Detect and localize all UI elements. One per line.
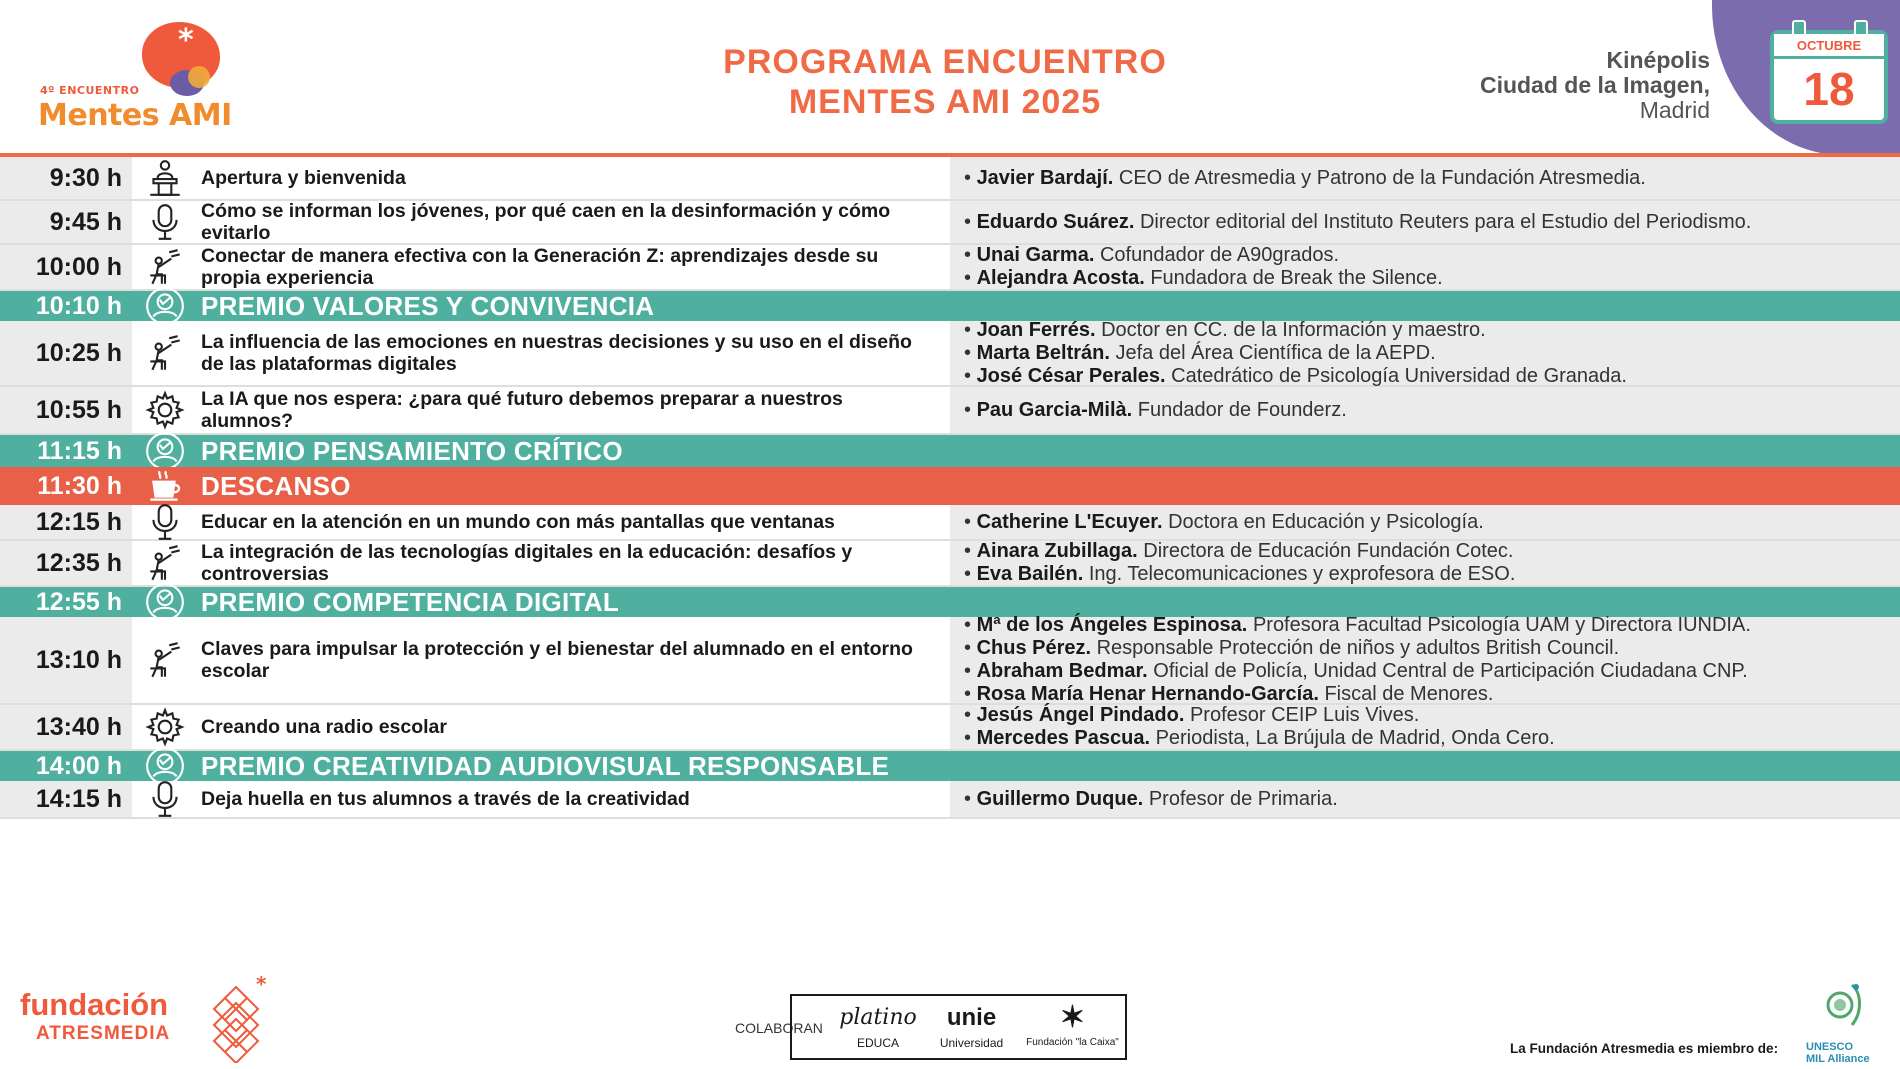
speaker (964, 637, 1900, 660)
speaker-role: CEO de Atresmedia y Patrono de la Fundación Atresmedia. (1118, 166, 1646, 189)
collaborators (735, 994, 1135, 1062)
session-topic: Claves para impulsar la protección y el bienestar del alumnado en el entorno escolar (198, 617, 950, 703)
speaker-name: Unai Garma. (976, 244, 1095, 266)
speaker-role: Fundadora de Break the Silence. (1150, 267, 1443, 289)
speaker-name: Joan Ferrés. (976, 318, 1096, 341)
session-row (0, 318, 1900, 387)
session-topic: La influencia de las emociones en nuestras decisiones y su uso en el diseño de las plataformas digitales (198, 321, 950, 385)
speaker-name: Catherine L'Ecuyer. (976, 510, 1163, 533)
microphone-icon (132, 505, 198, 539)
speaker-role: Catedrático de Psicología Universidad de Granada. (1171, 364, 1627, 387)
session-row (0, 705, 1900, 751)
speaker (964, 211, 1900, 234)
bullet: • (964, 398, 977, 421)
gear-icon (132, 387, 198, 433)
session-row (0, 541, 1900, 587)
session-topic: Deja huella en tus alumnos a través de la creatividad (198, 781, 950, 817)
speaker-list (950, 505, 1900, 539)
title-line-1: PROGRAMA ENCUENTRO (723, 43, 1167, 81)
speaker-list (950, 705, 1900, 749)
teacher-icon (132, 321, 198, 385)
speaker-role: Doctor en CC. de la Información y maestro. (1101, 318, 1486, 341)
speaker-role: Profesor CEIP Luis Vives. (1189, 704, 1420, 726)
teacher-icon (132, 541, 198, 585)
unesco-mark-icon (1822, 979, 1866, 1031)
foundation-name: fundación (20, 987, 169, 1022)
speaker-role: Fiscal de Menores. (1324, 683, 1494, 705)
speaker-name: Rosa María Henar Hernando-García. (976, 683, 1319, 705)
speaker (964, 399, 1900, 422)
bullet: • (964, 244, 977, 266)
speaker-role: Directora de Educación Fundación Cotec. (1143, 540, 1514, 562)
page-header (0, 0, 1900, 155)
speaker (964, 267, 1900, 290)
speaker-role: Profesor de Primaria. (1148, 787, 1338, 810)
speaker-role: Profesora Facultad Psicología UAM y Directora IUNDIA. (1252, 614, 1751, 636)
session-time: 13:40 h (0, 705, 132, 749)
schedule-table (0, 157, 1900, 969)
break-row (0, 467, 1900, 505)
bullet: • (964, 683, 977, 705)
speaker-list (950, 387, 1900, 433)
speaker (964, 563, 1900, 586)
session-time: 13:10 h (0, 617, 132, 703)
award-row (0, 587, 1900, 617)
speaker (964, 319, 1900, 342)
gear-icon (132, 705, 198, 749)
speaker-name: Abraham Bedmar. (976, 660, 1148, 682)
speaker-name: Eduardo Suárez. (976, 210, 1135, 233)
session-topic: PREMIO PENSAMIENTO CRÍTICO (198, 435, 950, 467)
logo-name: Mentes AMI (38, 98, 232, 133)
speaker (964, 727, 1900, 750)
bullet: • (964, 727, 977, 749)
session-time: 12:55 h (0, 587, 132, 617)
bullet: • (964, 267, 977, 289)
speaker-list (950, 291, 1900, 321)
speaker-name: Chus Pérez. (976, 637, 1092, 659)
bullet: • (964, 704, 977, 726)
award-row (0, 291, 1900, 321)
session-row (0, 245, 1900, 291)
bullet: • (964, 614, 977, 636)
speaker-list (950, 751, 1900, 781)
speaker-list (950, 435, 1900, 467)
session-time: 12:35 h (0, 541, 132, 585)
session-time: 12:15 h (0, 505, 132, 539)
coffee-icon (132, 467, 198, 505)
speaker-list (950, 245, 1900, 289)
speaker-role: Fundador de Founderz. (1137, 398, 1347, 421)
bullet: • (964, 787, 977, 810)
session-time: 9:45 h (0, 201, 132, 243)
session-time: 11:15 h (0, 435, 132, 467)
award-icon (132, 435, 198, 467)
speaker-role: Oficial de Policía, Unidad Central de Participación Ciudadana CNP. (1153, 660, 1748, 682)
speaker-list (950, 587, 1900, 617)
session-topic: PREMIO COMPETENCIA DIGITAL (198, 587, 950, 617)
podium-icon (132, 157, 198, 199)
speaker-name: Pau Garcia-Milà. (976, 398, 1133, 421)
award-icon (132, 751, 198, 781)
speaker-list (950, 201, 1900, 243)
session-time: 14:15 h (0, 781, 132, 817)
fundacion-atresmedia-logo (20, 973, 280, 1067)
session-topic: Creando una radio escolar (198, 705, 950, 749)
session-topic: Educar en la atención en un mundo con más pantallas que ventanas (198, 505, 950, 539)
unesco-line-2: MIL Alliance (1806, 1053, 1870, 1065)
award-row (0, 435, 1900, 467)
bullet: • (964, 318, 977, 341)
bullet: • (964, 637, 977, 659)
bullet: • (964, 166, 977, 189)
session-topic: La integración de las tecnologías digitales en la educación: desafíos y controversias (198, 541, 950, 585)
speaker (964, 540, 1900, 563)
speaker-name: Eva Bailén. (976, 563, 1084, 585)
session-topic: PREMIO VALORES Y CONVIVENCIA (198, 291, 950, 321)
bullet: • (964, 660, 977, 682)
speaker-name: Ainara Zubillaga. (976, 540, 1138, 562)
svg-text:*: * (256, 973, 267, 996)
speaker (964, 788, 1900, 811)
session-time: 11:30 h (0, 467, 132, 505)
teacher-icon (132, 617, 198, 703)
speaker (964, 244, 1900, 267)
award-row (0, 751, 1900, 781)
award-icon (132, 587, 198, 617)
speaker-name: Alejandra Acosta. (976, 267, 1145, 289)
session-topic: Cómo se informan los jóvenes, por qué caen en la desinformación y cómo evitarlo (198, 201, 950, 243)
speaker-role: Director editorial del Instituto Reuters para el Estudio del Periodismo. (1139, 210, 1752, 233)
session-topic: Apertura y bienvenida (198, 157, 950, 199)
page-footer (0, 969, 1900, 1069)
speaker-role: Periodista, La Brújula de Madrid, Onda Cero. (1155, 727, 1555, 749)
session-topic: DESCANSO (198, 467, 950, 505)
speaker (964, 511, 1900, 534)
session-row (0, 387, 1900, 435)
title-line-2: MENTES AMI 2025 (788, 83, 1102, 121)
session-time: 14:00 h (0, 751, 132, 781)
calendar-day: 18 (1803, 63, 1855, 115)
collab-label: COLABORAN (735, 1020, 823, 1036)
la-caixa-star-icon: ✶ (1059, 1001, 1086, 1034)
session-row (0, 505, 1900, 541)
bullet: • (964, 563, 977, 585)
speaker-name: Marta Beltrán. (976, 341, 1110, 364)
session-time: 10:55 h (0, 387, 132, 433)
speaker-list (950, 318, 1900, 387)
partner-platino: platino EDUCA (839, 1005, 917, 1050)
speaker-role: Doctora en Educación y Psicología. (1168, 510, 1484, 533)
venue (1380, 48, 1710, 123)
logo-edition: 4º ENCUENTRO (40, 84, 140, 97)
speaker-role: Responsable Protección de niños y adultos British Council. (1096, 637, 1620, 659)
venue-line-3: Madrid (1639, 97, 1710, 123)
partner-la-caixa: ✶ Fundación "la Caixa" (1020, 1000, 1125, 1050)
bullet: • (964, 364, 977, 387)
microphone-icon (132, 781, 198, 817)
calendar-icon (1770, 30, 1888, 124)
unesco-line-1: UNESCO (1806, 1041, 1854, 1053)
speaker-role: Cofundador de A90grados. (1099, 244, 1340, 266)
speaker-name: José César Perales. (976, 364, 1166, 387)
asterisk-icon: * (178, 23, 194, 58)
award-icon (132, 291, 198, 321)
foundation-sub: ATRESMEDIA (36, 1023, 171, 1044)
speaker-name: Jesús Ángel Pindado. (976, 704, 1185, 726)
session-topic: PREMIO CREATIVIDAD AUDIOVISUAL RESPONSABLE (198, 751, 950, 781)
bullet: • (964, 510, 977, 533)
speaker-name: Guillermo Duque. (976, 787, 1144, 810)
bullet: • (964, 210, 977, 233)
session-row (0, 201, 1900, 245)
session-row (0, 157, 1900, 201)
speaker-role: Jefa del Área Científica de la AEPD. (1115, 341, 1436, 364)
session-topic: Conectar de manera efectiva con la Generación Z: aprendizajes desde su propia experiencia (198, 245, 950, 289)
speaker-list (950, 541, 1900, 585)
partners-box (790, 994, 1127, 1060)
speaker-name: Mercedes Pascua. (976, 727, 1150, 749)
page-title (620, 42, 1270, 122)
speaker (964, 365, 1900, 388)
speaker (964, 167, 1900, 190)
speaker-list (950, 467, 1900, 505)
speaker-role: Ing. Telecomunicaciones y exprofesora de ESO. (1088, 563, 1516, 585)
speaker-name: Mª de los Ángeles Espinosa. (976, 614, 1248, 636)
speaker-list (950, 157, 1900, 199)
partner-unie: unie Universidad (939, 1004, 1004, 1050)
speaker-list (950, 781, 1900, 817)
session-row (0, 614, 1900, 705)
venue-line-2: Ciudad de la Imagen, (1479, 72, 1710, 98)
mentes-ami-logo (38, 18, 248, 138)
speaker (964, 614, 1900, 637)
microphone-icon (132, 201, 198, 243)
session-row (0, 781, 1900, 819)
member-text: La Fundación Atresmedia es miembro de: (1510, 1041, 1779, 1056)
speaker (964, 704, 1900, 727)
speaker (964, 342, 1900, 365)
teacher-icon (132, 245, 198, 289)
bullet: • (964, 341, 977, 364)
calendar-month: OCTUBRE (1774, 34, 1884, 59)
venue-line-1: Kinépolis (1606, 47, 1710, 73)
speaker-name: Javier Bardají. (976, 166, 1114, 189)
session-topic: La IA que nos espera: ¿para qué futuro debemos preparar a nuestros alumnos? (198, 387, 950, 433)
session-time: 9:30 h (0, 157, 132, 199)
speaker (964, 660, 1900, 683)
atresmedia-mark-icon (196, 973, 286, 1063)
speaker (964, 683, 1900, 706)
session-time: 10:10 h (0, 291, 132, 321)
speaker-list (950, 614, 1900, 705)
session-time: 10:25 h (0, 321, 132, 385)
unesco-mil-logo (1806, 979, 1886, 1065)
session-time: 10:00 h (0, 245, 132, 289)
bullet: • (964, 540, 977, 562)
